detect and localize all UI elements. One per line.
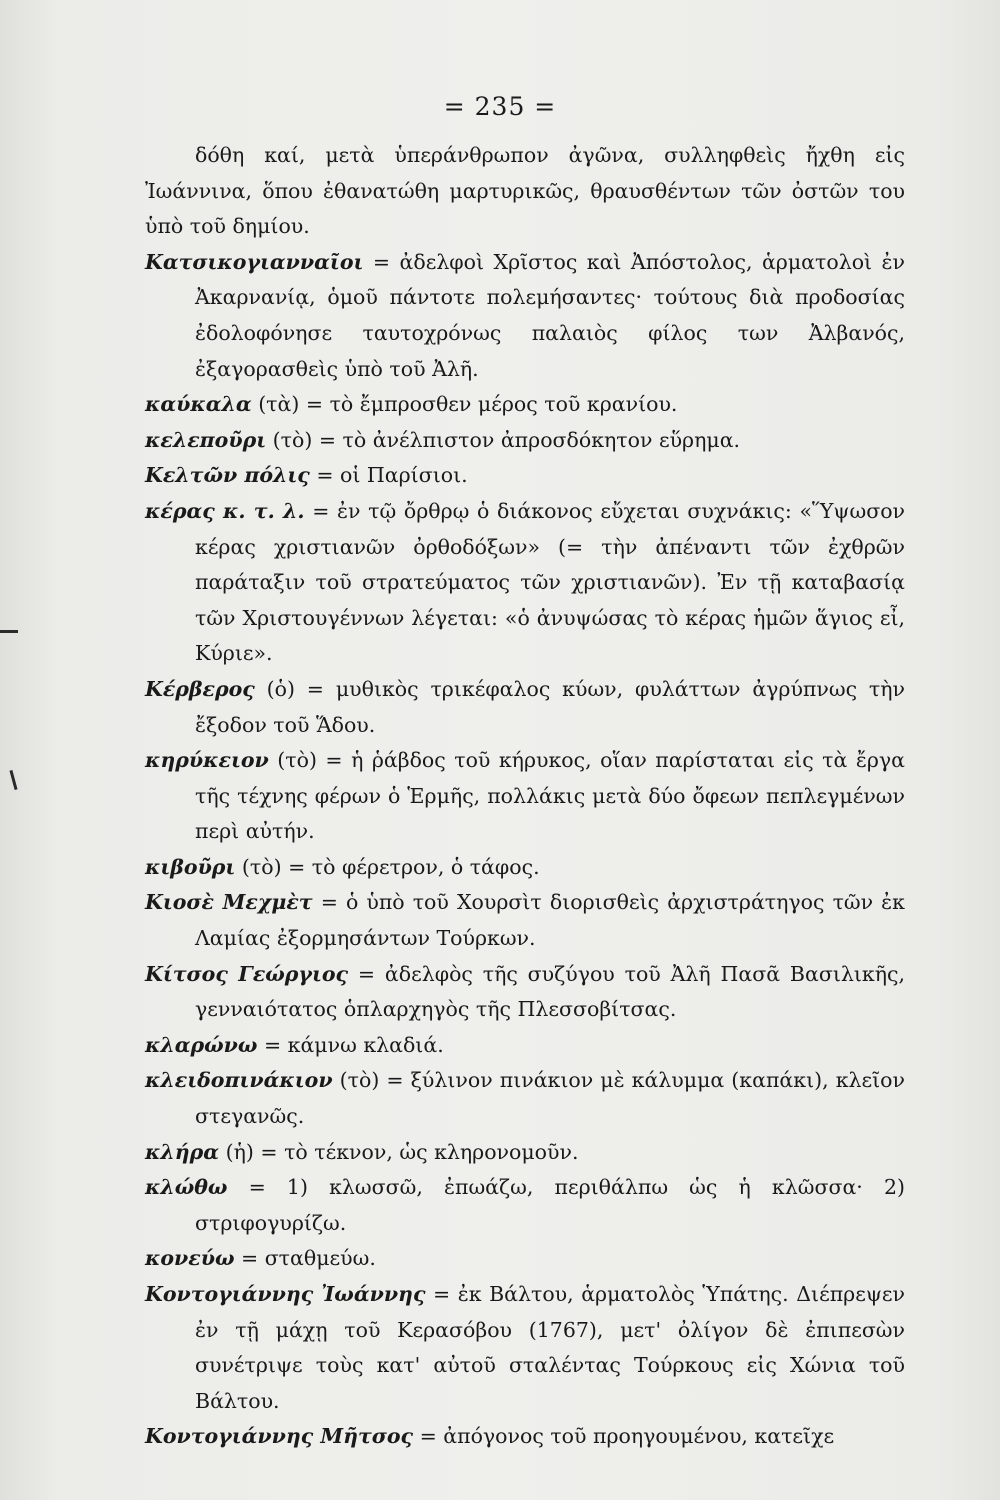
entry-text: (τὸ) = ξύλινον πινάκιον μὲ κάλυμμα (καπάκι), κλεῖον στεγανῶς. [195, 1068, 905, 1129]
glossary-entry [145, 1241, 905, 1277]
glossary-text [145, 138, 905, 1455]
scan-margin-mark [9, 770, 17, 790]
entry-text: (ἡ) = τὸ τέκνον, ὡς κληρονομοῦν. [225, 1139, 579, 1164]
entry-text: = οἱ Παρίσιοι. [316, 463, 468, 488]
entry-headword: Κοντογιάννης Ἰωάννης [145, 1282, 426, 1306]
glossary-entry [145, 957, 905, 1028]
entry-text: = ἐκ Βάλτου, ἁρματολὸς Ὑπάτης. Διέπρεψεν ἐν τῇ μάχῃ τοῦ Κερασόβου (1767), μετ' ὀλίγον δὲ ἐπιπεσὼν συνέτριψε τοὺς κατ' αὐτοῦ σταλέντας Τούρκους εἰς Χώνια τοῦ Βάλτου. [195, 1282, 905, 1413]
entry-text: (ὁ) = μυθικὸς τρικέφαλος κύων, φυλάττων ἀγρύπνως τὴν ἔξοδον τοῦ Ἅδου. [195, 676, 905, 737]
glossary-entry [145, 1170, 905, 1241]
entry-text: = 1) κλωσσῶ, ἐπωάζω, περιθάλπω ὡς ἡ κλῶσσα· 2) στριφογυρίζω. [195, 1175, 905, 1235]
entry-headword: κελεποῦρι [145, 427, 267, 452]
entry-headword: Κοντογιάννης Μῆτσος [145, 1424, 414, 1449]
scan-margin-mark [0, 630, 18, 633]
page-number: = 235 = [443, 92, 557, 121]
glossary-entry [145, 494, 905, 672]
glossary-entry [145, 387, 905, 423]
glossary-entry [145, 672, 905, 743]
glossary-entry [145, 1419, 905, 1455]
entry-text: = κάμνω κλαδιά. [263, 1032, 444, 1057]
glossary-entry [145, 458, 905, 494]
glossary-entry-continuation [145, 138, 905, 245]
entry-headword: κλαρώνω [145, 1032, 258, 1057]
entry-text: = ἀδελφοὶ Χρῖστος καὶ Ἀπόστολος, ἁρματολοὶ ἐν Ἀκαρνανίᾳ, ὁμοῦ πάντοτε πολεμήσαντες· τούτους διὰ προδοσίας ἐδολοφόνησε ταυτοχρόνως παλαιὸς φίλος των Ἀλβανός, ἐξαγορασθεὶς ὑπὸ τοῦ Ἀλῆ. [195, 249, 905, 381]
entry-headword: κέρας κ. τ. λ. [145, 498, 305, 523]
entry-text: = σταθμεύω. [241, 1246, 376, 1271]
entry-headword: Κίτσος Γεώργιος [145, 961, 349, 986]
glossary-entry [145, 245, 905, 387]
entry-text: (τὸ) = ἡ ῥάβδος τοῦ κήρυκος, οἵαν παρίσταται εἰς τὰ ἔργα τῆς τέχνης φέρων ὁ Ἑρμῆς, πολλάκις μετὰ δύο ὄφεων πεπλεγμένων περὶ αὐτήν. [195, 748, 905, 844]
entry-text: = ἀδελφὸς τῆς συζύγου τοῦ Ἀλῆ Πασᾶ Βασιλικῆς, γενναιότατος ὁπλαρχηγὸς τῆς Πλεσσοβίτσας. [195, 961, 905, 1022]
entry-headword: καύκαλα [145, 392, 252, 417]
entry-headword: κλήρα [145, 1139, 220, 1164]
glossary-entry [145, 743, 905, 850]
entry-text: = ὁ ὑπὸ τοῦ Χουρσὶτ διορισθεὶς ἀρχιστράτηγος τῶν ἐκ Λαμίας ἐξορμησάντων Τούρκων. [195, 890, 905, 951]
entry-text: (τὸ) = τὸ φέρετρον, ὁ τάφος. [241, 854, 540, 879]
entry-headword: κιβοῦρι [145, 854, 236, 879]
entry-text: (τὸ) = τὸ ἀνέλπιστον ἀπροσδόκητον εὕρημα. [272, 427, 741, 452]
glossary-entry [145, 423, 905, 459]
entry-headword: κλώθω [145, 1175, 228, 1200]
entry-headword: Κιοσὲ Μεχμὲτ [145, 890, 313, 915]
glossary-entry [145, 885, 905, 956]
glossary-entry [145, 1063, 905, 1134]
glossary-entry [145, 850, 905, 886]
entry-headword: Κελτῶν πόλις [145, 463, 310, 488]
entry-text: = ἀπόγονος τοῦ προηγουμένου, κατεῖχε [419, 1424, 835, 1449]
entry-text: = ἐν τῷ ὄρθρῳ ὁ διάκονος εὔχεται συχνάκις: «Ὕψωσον κέρας χριστιανῶν ὀρθοδόξων» (= τὴν ἀπέναντι τῶν ἐχθρῶν παράταξιν τοῦ στρατεύματος τῶν χριστιανῶν). Ἐν τῇ καταβασίᾳ τῶν Χριστουγέννων λέγεται: «ὁ ἀνυψώσας τὸ κέρας ἡμῶν ἅγιος εἶ, Κύριε». [195, 498, 905, 666]
glossary-entry [145, 1135, 905, 1171]
entry-text: δόθη καί, μετὰ ὑπεράνθρωπον ἀγῶνα, συλληφθεὶς ἤχθη εἰς Ἰωάννινα, ὅπου ἐθανατώθη μαρτυρικῶς, θραυσθέντων τῶν ὀστῶν του ὑπὸ τοῦ δημίου. [145, 143, 905, 239]
entry-headword: κλειδοπινάκιον [145, 1068, 333, 1093]
entry-headword: κηρύκειον [145, 748, 269, 773]
entry-headword: Κέρβερος [145, 676, 255, 701]
glossary-entry [145, 1277, 905, 1419]
entry-headword: κονεύω [145, 1246, 235, 1271]
entry-headword: Κατσικογιανναῖοι [145, 249, 364, 274]
entry-text: (τὰ) = τὸ ἔμπροσθεν μέρος τοῦ κρανίου. [258, 392, 678, 417]
glossary-entry [145, 1028, 905, 1064]
